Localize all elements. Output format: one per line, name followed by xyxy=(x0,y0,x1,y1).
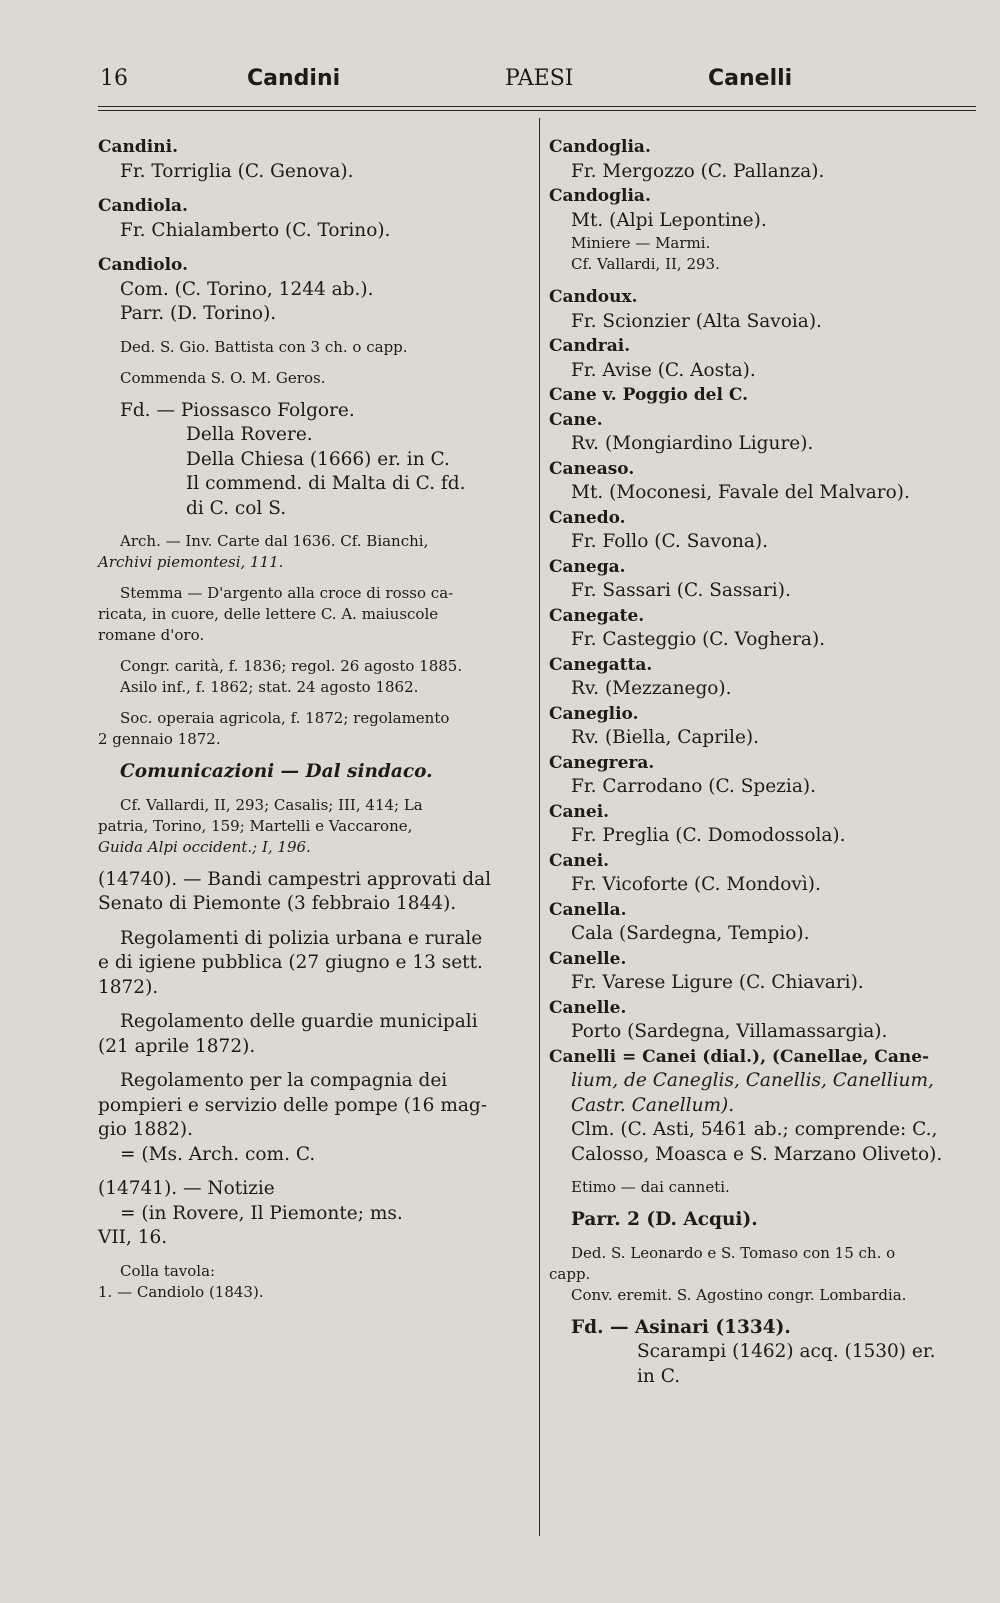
entry-line: Regolamento delle guardie municipali xyxy=(120,1011,478,1032)
entry-line: = (in Rovere, Il Piemonte; ms. xyxy=(120,1202,403,1224)
entry-line: Fr. Avise (C. Aosta). xyxy=(571,359,756,381)
entry-line: Porto (Sardegna, Villamassargia). xyxy=(571,1021,888,1042)
entry-line: Parr. 2 (D. Acqui). xyxy=(571,1209,758,1230)
entry-line: Cf. Vallardi, II, 293. xyxy=(571,255,720,273)
entry-heading: Canegrera. xyxy=(549,752,655,773)
entry-line: romane d'oro. xyxy=(98,626,205,644)
entry-heading: Candini. xyxy=(98,137,178,157)
entry-line: Fr. Scionzier (Alta Savoia). xyxy=(571,310,822,332)
entry-line: Fr. Carrodano (C. Spezia). xyxy=(571,776,816,797)
entry-line: patria, Torino, 159; Martelli e Vaccarone, xyxy=(98,816,413,835)
running-head-center: PAESI xyxy=(505,66,574,91)
entry-line: Congr. carità, f. 1836; regol. 26 agosto 1885. xyxy=(120,657,463,675)
header-rule-bottom xyxy=(98,110,976,111)
entry-line: Soc. operaia agricola, f. 1872; regolamento xyxy=(120,709,450,727)
entry-heading: Cane. xyxy=(549,409,603,430)
entry-line: capp. xyxy=(549,1264,591,1283)
entry-line: Fr. Sassari (C. Sassari). xyxy=(571,580,791,601)
entry-heading-main: Canelli = Canei (dial.), (Canellae, Cane- xyxy=(549,1046,930,1067)
entry-line: Miniere — Marmi. xyxy=(571,234,711,252)
entry-line: VII, 16. xyxy=(98,1227,168,1248)
entry-line: Fr. Casteggio (C. Voghera). xyxy=(571,629,826,650)
entry-heading: Canelle. xyxy=(549,948,627,969)
entry-line: Regolamenti di polizia urbana e rurale xyxy=(120,927,483,949)
entry-line: Della Chiesa (1666) er. in C. xyxy=(186,448,450,470)
entry-line: Rv. (Mongiardino Ligure). xyxy=(571,433,814,454)
entry-heading: Candoglia. xyxy=(549,186,651,206)
entry-line: Mt. (Alpi Lepontine). xyxy=(571,209,767,231)
entry-heading: Canegatta. xyxy=(549,654,653,675)
header-rule-top xyxy=(98,106,976,107)
entry-line: Rv. (Biella, Caprile). xyxy=(571,727,759,748)
entry-heading: Canei. xyxy=(549,801,610,822)
entry-line: Fd. — Asinari (1334). xyxy=(571,1316,791,1338)
entry-line: Asilo inf., f. 1862; stat. 24 agosto 1862. xyxy=(120,678,419,696)
entry-heading: Canelle. xyxy=(549,997,627,1018)
entry-line: Commenda S. O. M. Geros. xyxy=(120,368,326,387)
left-column xyxy=(98,135,526,1303)
entry-line: e di igiene pubblica (27 giugno e 13 sett. xyxy=(98,952,483,973)
entry-line: di C. col S. xyxy=(186,497,287,519)
entry-line: Ded. S. Leonardo e S. Tomaso con 15 ch. o xyxy=(571,1243,896,1262)
entry-line: 1872). xyxy=(98,976,159,998)
entry-line: Colla tavola: xyxy=(120,1261,216,1280)
entry-line: Calosso, Moasca e S. Marzano Oliveto). xyxy=(571,1143,943,1165)
entry-line: Rv. (Mezzanego). xyxy=(571,678,732,699)
running-head-left: Candini xyxy=(247,66,341,91)
entry-line: pompieri e servizio delle pompe (16 mag- xyxy=(98,1094,487,1116)
entry-line: lium, de Caneglis, Canellis, Canellium, xyxy=(571,1070,934,1091)
entry-line: gio 1882). xyxy=(98,1119,193,1140)
entry-heading: Candiolo. xyxy=(98,255,189,275)
entry-line: (21 aprile 1872). xyxy=(98,1035,256,1057)
entry-line: Clm. (C. Asti, 5461 ab.; comprende: C., xyxy=(571,1119,938,1140)
entry-heading: Candiola. xyxy=(98,196,188,216)
entry-heading: Canegate. xyxy=(549,605,645,626)
entry-line: Mt. (Moconesi, Favale del Malvaro). xyxy=(571,482,910,503)
entry-line: ricata, in cuore, delle lettere C. A. maiuscole xyxy=(98,605,439,623)
entry-line: (14741). — Notizie xyxy=(98,1178,275,1199)
entry-line: 1. — Candiolo (1843). xyxy=(98,1282,264,1301)
entry-line: Cala (Sardegna, Tempio). xyxy=(571,923,810,944)
entry-line: Il commend. di Malta di C. fd. xyxy=(186,473,466,494)
entry-line: Regolamento per la compagnia dei xyxy=(120,1070,448,1091)
entry-heading: Cane v. Poggio del C. xyxy=(549,385,749,405)
entry-line: in C. xyxy=(637,1365,681,1387)
entry-line: Conv. eremit. S. Agostino congr. Lombardia. xyxy=(571,1285,907,1304)
entry-line: Cf. Vallardi, II, 293; Casalis; III, 414; La xyxy=(120,795,423,814)
entry-line: Parr. (D. Torino). xyxy=(120,303,277,324)
entry-line: Stemma — D'argento alla croce di rosso ca- xyxy=(120,584,454,602)
entry-line: Senato di Piemonte (3 febbraio 1844). xyxy=(98,893,457,914)
entry-line: Della Rovere. xyxy=(186,424,313,445)
entry-line: Guida Alpi occident.; I, 196. xyxy=(98,837,311,856)
entry-heading: Canega. xyxy=(549,556,626,577)
entry-heading: Caneglio. xyxy=(549,703,639,724)
section-title: Comunicazioni — Dal sindaco. xyxy=(120,761,433,782)
entry-heading: Canei. xyxy=(549,850,610,871)
entry-line: Scarampi (1462) acq. (1530) er. xyxy=(637,1341,936,1362)
entry-line: Castr. Canellum). xyxy=(571,1094,735,1116)
entry-line: (14740). — Bandi campestri approvati dal xyxy=(98,868,492,890)
right-column xyxy=(549,135,974,1389)
entry-heading: Candoglia. xyxy=(549,137,651,157)
entry-line: Fr. Chialamberto (C. Torino). xyxy=(120,219,391,241)
running-head-right: Canelli xyxy=(708,66,793,91)
entry-heading: Candoux. xyxy=(549,287,638,307)
entry-line: Etimo — dai canneti. xyxy=(571,1178,730,1196)
entry-line: Fr. Preglia (C. Domodossola). xyxy=(571,825,846,846)
entry-line: Fr. Varese Ligure (C. Chiavari). xyxy=(571,972,864,993)
entry-line: Arch. — Inv. Carte dal 1636. Cf. Bianchi, xyxy=(120,532,429,550)
entry-heading: Canedo. xyxy=(549,507,626,528)
entry-heading: Candrai. xyxy=(549,336,631,356)
entry-line: = (Ms. Arch. com. C. xyxy=(120,1143,316,1165)
entry-heading: Canella. xyxy=(549,899,627,920)
entry-line: Fr. Vicoforte (C. Mondovì). xyxy=(571,874,821,895)
page-number: 16 xyxy=(100,66,128,91)
entry-line: Fr. Follo (C. Savona). xyxy=(571,531,769,552)
column-divider xyxy=(539,118,540,1536)
entry-line: Ded. S. Gio. Battista con 3 ch. o capp. xyxy=(120,337,408,356)
entry-line: Archivi piemontesi, 111. xyxy=(98,553,284,571)
entry-line: Fr. Torriglia (C. Genova). xyxy=(120,160,354,182)
entry-line: 2 gennaio 1872. xyxy=(98,730,221,748)
entry-line: Com. (C. Torino, 1244 ab.). xyxy=(120,278,374,300)
entry-heading: Caneaso. xyxy=(549,458,635,479)
entry-line: Fd. — Piossasco Folgore. xyxy=(120,399,355,421)
entry-line: Fr. Mergozzo (C. Pallanza). xyxy=(571,160,825,182)
